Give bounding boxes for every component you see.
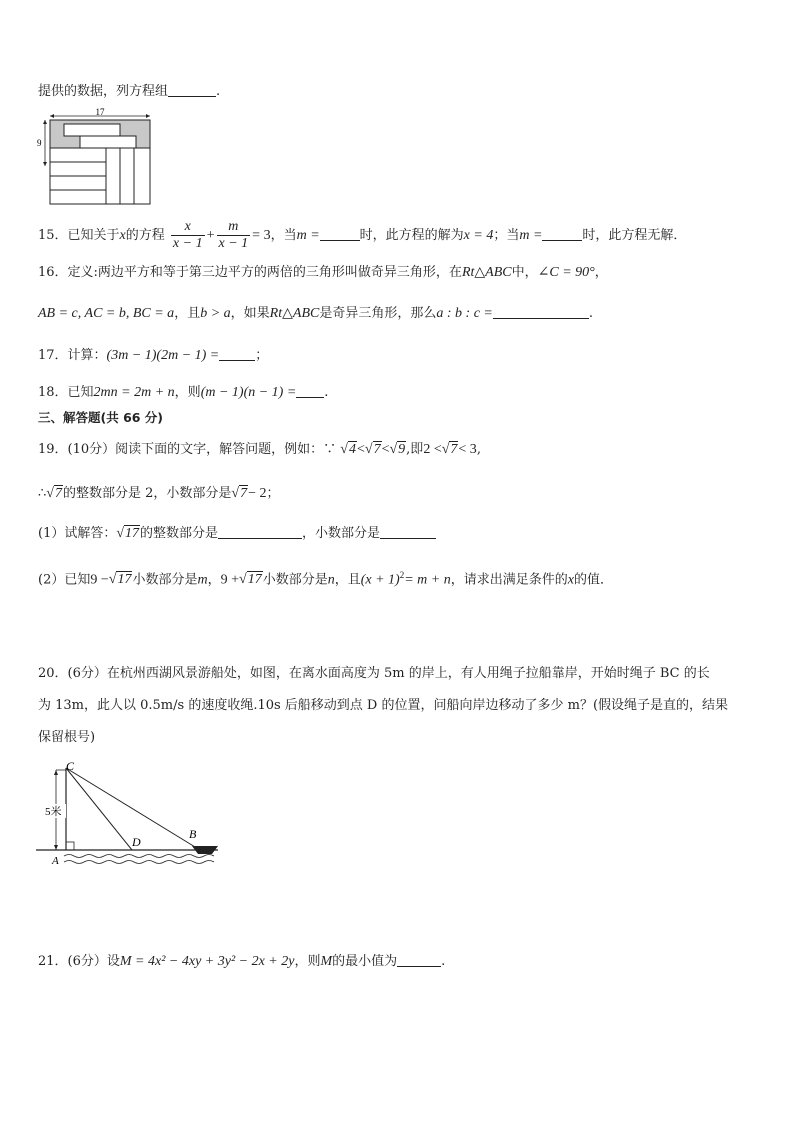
fraction-2: $\frac{m}{x - 1}$ xyxy=(218,219,249,251)
height-label: 9 xyxy=(37,138,42,148)
answer-blank xyxy=(397,952,441,967)
rope-CD xyxy=(66,768,132,850)
inner-rect-1 xyxy=(64,124,120,136)
arrow-head xyxy=(43,162,47,166)
arrow-head xyxy=(54,845,58,850)
answer-blank xyxy=(168,82,216,97)
wave xyxy=(64,861,214,864)
label-D: D xyxy=(132,835,141,849)
question-15: 15．已知关于x的方程 $\frac{x}{x - 1}$ + $\frac{m}{x - 1}$ = 3，当m = 时，此方程的解为x = 4；当m = 时，此方程无解． xyxy=(38,219,687,251)
answer-blank xyxy=(296,383,324,398)
answer-blank xyxy=(493,304,589,319)
question-19-part-2: (2）已知9 −√ 17小数部分是m，9 +√ 17小数部分是n，且$(x + 1)^2= m + n$，请求出满足条件的x的值． xyxy=(38,565,613,590)
label-B: B xyxy=(189,827,197,841)
q14-tail: 提供的数据，列方程组 . xyxy=(38,84,221,99)
width-label: 17 xyxy=(95,108,105,117)
arrow-head xyxy=(50,114,54,118)
question-21: 21．(6分）设M = 4x² − 4xy + 3y² − 2x + 2y，则M的最小值为 . xyxy=(38,954,446,969)
right-angle-mark xyxy=(66,842,74,850)
arrow-head xyxy=(43,120,47,124)
fraction-1: $\frac{x}{x - 1}$ xyxy=(172,219,203,251)
label-C: C xyxy=(66,759,75,773)
question-20-line-2: 为 13m，此人以 0.5m/s 的速度收绳.10s 后船移动到点 D 的位置，问船向岸边移动了多少 m？(假设绳子是直的，结果 xyxy=(38,698,729,713)
answer-blank xyxy=(219,346,255,361)
question-20-line-3: 保留根号) xyxy=(38,730,96,745)
figure-boat-rope xyxy=(36,758,236,870)
answer-blank xyxy=(542,226,582,241)
section-heading: 三、解答题(共 66 分) xyxy=(38,410,164,425)
arrow-head xyxy=(54,770,58,775)
sqrt-4: √ 4 xyxy=(340,441,357,457)
height-label: 5米 xyxy=(45,806,62,818)
boat xyxy=(192,846,218,854)
right-block xyxy=(106,148,150,204)
question-19-line-2: ∴√ 7的整数部分是 2，小数部分是√ 7− 2； xyxy=(38,484,279,504)
question-20-line-1: 20．(6分）在杭州西湖风景游船处，如图，在离水面高度为 5m 的岸上，有人用绳子拉船靠岸，开始时绳子 BC 的长 xyxy=(38,666,710,681)
answer-blank xyxy=(218,524,302,539)
arrow-head xyxy=(146,114,150,118)
question-17: 17．计算：(3m − 1)(2m − 1) = ； xyxy=(38,348,269,363)
question-16-line-2: AB = c, AC = b, BC = a，且b > a，如果Rt△ABC是奇异三角形，那么a : b : c = . xyxy=(38,306,594,321)
label-A: A xyxy=(52,855,59,867)
question-19-part-1: (1）试解答：√ 17的整数部分是 ，小数部分是 xyxy=(38,524,436,544)
figure-rectangles xyxy=(34,108,164,208)
answer-blank xyxy=(320,226,360,241)
question-18: 18．已知2mn = 2m + n，则(m − 1)(n − 1) = . xyxy=(38,385,329,400)
answer-blank xyxy=(380,524,436,539)
wave xyxy=(64,855,214,858)
inner-rect-2 xyxy=(80,136,136,148)
question-19-line-1: 19．(10分）阅读下面的文字，解答问题，例如：∵ √ 4<√ 7<√ 9,即2 <√ 7< 3, xyxy=(38,440,481,460)
question-16-line-1: 16．定义:两边平方和等于第三边平方的两倍的三角形叫做奇异三角形，在Rt△ABC中，∠C = 90°， xyxy=(38,265,608,280)
